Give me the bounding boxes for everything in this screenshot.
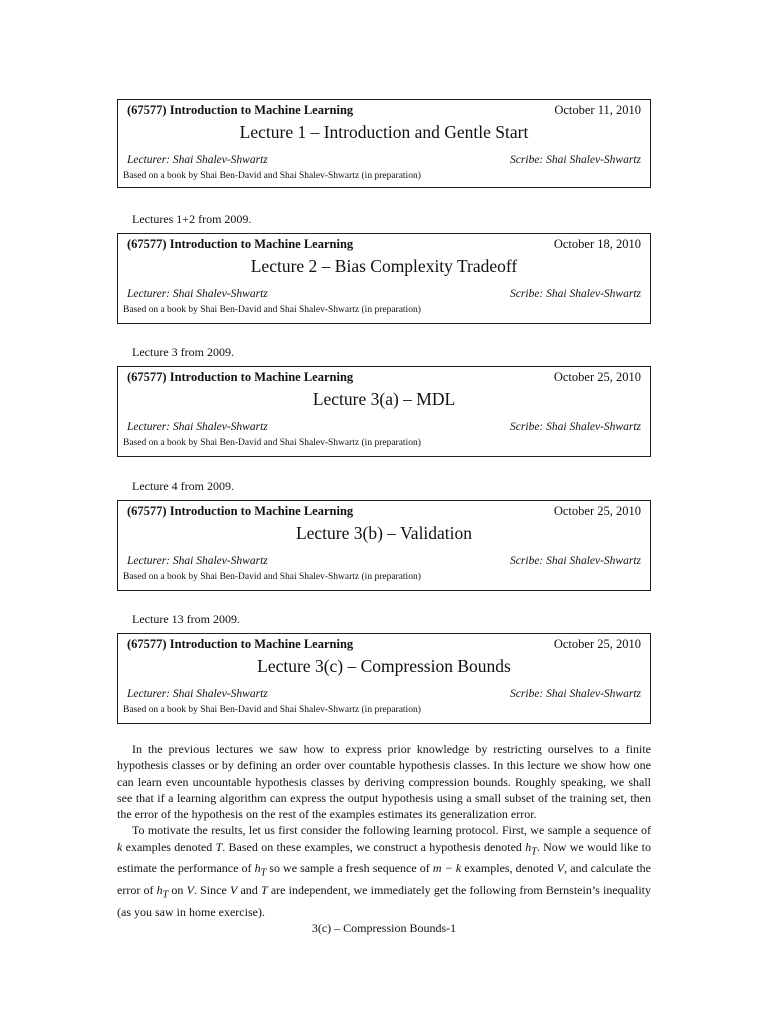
scribe-name: Scribe: Shai Shalev-Shwartz [510, 154, 641, 166]
lecture-title: Lecture 3(b) – Validation [295, 523, 473, 543]
scribe-name: Scribe: Shai Shalev-Shwartz [510, 688, 641, 700]
lecturer-name: Lecturer: Shai Shalev-Shwartz [127, 421, 268, 433]
lecture-title: Lecture 3(c) – Compression Bounds [257, 656, 511, 676]
paragraph-intro: In the previous lectures we saw how to express prior knowledge by restricting ourselves to a finite hypothesis classes or by defining an order over countable hypothesis classes. In this lecture we show how one can learn even uncountable hypothesis classes by deriving compression bounds. Roughly speaking, we shall see that if a learning algorithm can express the output hypothesis using a small subset of the training set, then the error of the hypothesis on the rest of the examples estimates its generalization error. [117, 742, 651, 822]
scribe-name: Scribe: Shai Shalev-Shwartz [510, 288, 641, 300]
lecture-note: Lectures 1+2 from 2009. [132, 212, 252, 226]
lecture-header-2 [117, 233, 651, 324]
course-name: (67577) Introduction to Machine Learning [127, 637, 354, 651]
lecturer-name: Lecturer: Shai Shalev-Shwartz [127, 288, 268, 300]
lecture-header-1 [117, 99, 651, 188]
lecture-date: October 11, 2010 [554, 103, 641, 117]
book-credit: Based on a book by Shai Ben-David and Shai Shalev-Shwartz (in preparation) [123, 572, 421, 582]
book-credit: Based on a book by Shai Ben-David and Shai Shalev-Shwartz (in preparation) [123, 705, 421, 715]
lecture-note: Lecture 3 from 2009. [132, 345, 234, 359]
lecture-header-5 [117, 633, 651, 724]
body-text [117, 741, 651, 920]
lecture-note: Lecture 13 from 2009. [132, 612, 240, 626]
scribe-name: Scribe: Shai Shalev-Shwartz [510, 421, 641, 433]
course-name: (67577) Introduction to Machine Learning [127, 370, 354, 384]
course-name: (67577) Introduction to Machine Learning [127, 504, 354, 518]
lecturer-name: Lecturer: Shai Shalev-Shwartz [127, 154, 268, 166]
book-credit: Based on a book by Shai Ben-David and Shai Shalev-Shwartz (in preparation) [123, 305, 421, 315]
lecturer-name: Lecturer: Shai Shalev-Shwartz [127, 555, 268, 567]
book-credit: Based on a book by Shai Ben-David and Shai Shalev-Shwartz (in preparation) [123, 438, 421, 448]
lecture-title: Lecture 2 – Bias Complexity Tradeoff [250, 256, 518, 276]
course-name: (67577) Introduction to Machine Learning [127, 103, 354, 117]
lecture-date: October 25, 2010 [553, 370, 641, 384]
lecture-date: October 18, 2010 [553, 237, 641, 251]
scribe-name: Scribe: Shai Shalev-Shwartz [510, 555, 641, 567]
lecture-title: Lecture 3(a) – MDL [312, 389, 456, 409]
lecturer-name: Lecturer: Shai Shalev-Shwartz [127, 688, 268, 700]
course-name: (67577) Introduction to Machine Learning [127, 237, 354, 251]
lecture-title: Lecture 1 – Introduction and Gentle Start [239, 122, 529, 142]
paragraph-motivation: To motivate the results, let us first consider the following learning protocol. First, we sample a sequence of k examples denoted T. Based on these examples, we construct a hypothesis denoted $h_T$. Now we would like to estimate the performance of $h_T$ so we sample a fresh sequence of m − k examples, denoted V, and calculate the error of $h_T$ on V. Since V and T are independent, we immediately get the following from Bernstein’s inequality (as you saw in home exercise). [117, 823, 652, 919]
book-credit: Based on a book by Shai Ben-David and Shai Shalev-Shwartz (in preparation) [123, 171, 421, 181]
page-footer: 3(c) – Compression Bounds-1 [311, 921, 457, 935]
lecture-date: October 25, 2010 [553, 504, 641, 518]
lecture-header-4 [117, 500, 651, 591]
lecture-date: October 25, 2010 [553, 637, 641, 651]
lecture-header-3 [117, 366, 651, 457]
lecture-note: Lecture 4 from 2009. [132, 479, 234, 493]
